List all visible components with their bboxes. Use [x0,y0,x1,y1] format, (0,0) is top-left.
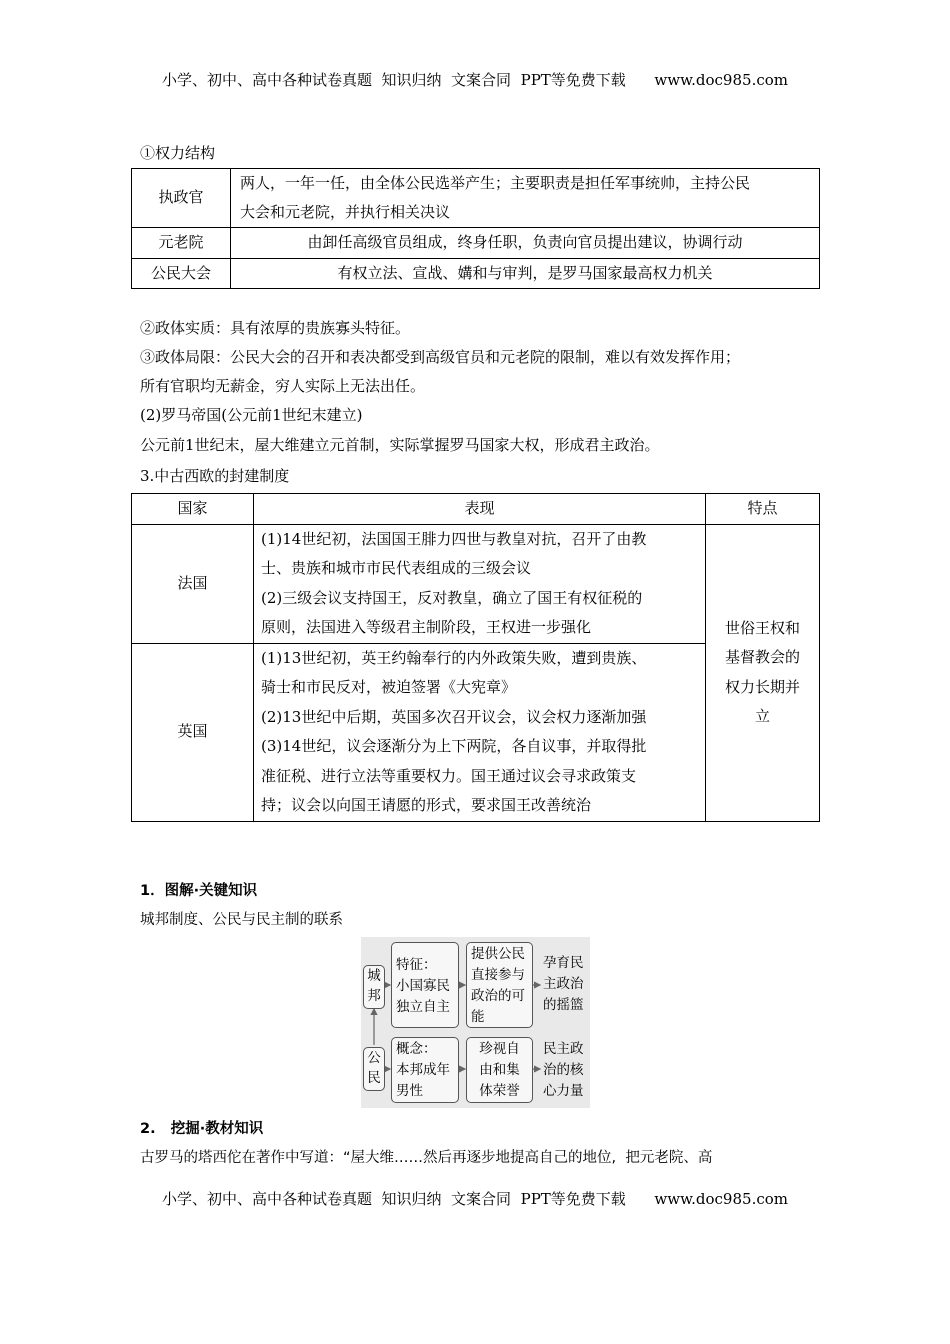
content-line: (2)13世纪中后期，英国多次召开议会，议会权力逐渐加强 [261,707,647,726]
content-line: 骑士和市民反对，被迫签署《大宪章》 [261,678,517,696]
box-line: 小国寡民 [396,978,450,994]
feature-line: 立 [754,707,770,725]
heading-textbook-knowledge: 2. 挖掘·教材知识 [140,1121,264,1137]
content-line: 持；议会以向国王请愿的形式，要求国王改善统治 [261,796,592,814]
content-line: (1)13世纪初，英王约翰奉行的内外政策失败，遭到贵族、 [261,648,647,667]
paragraph: 3.中古西欧的封建制度 [140,467,290,485]
country-label: 英国 [132,643,254,821]
table-row [132,258,820,289]
box-line: 独立自主 [396,999,450,1015]
paragraph: 所有官职均无薪金，穷人实际上无法出任。 [140,377,426,395]
feudal-system-table [131,493,820,822]
text-line: 主政治 [543,976,584,992]
box-line: 概念： [396,1041,437,1057]
table-header-row [132,494,820,525]
box-line: 男性 [396,1083,423,1099]
box-line: 能 [471,1009,485,1025]
page-footer: 小学、初中、高中各种试卷真题 知识归纳 文案合同 PPT等免费下载 www.doc985.com [161,1190,788,1208]
box-line: 提供公民 [471,946,525,962]
box-line: 特征： [396,957,437,973]
table-row [132,524,820,643]
tacitus-quote-line: 古罗马的塔西佗在著作中写道：“屋大维……然后再逐步地提高自己的地位, 把元老院、高 [140,1150,713,1166]
text-line: 心力量 [543,1083,584,1099]
text-line: 的摇篮 [543,997,584,1013]
england-content [254,643,706,821]
paragraph: (2)罗马帝国(公元前1世纪末建立) [140,406,363,424]
paragraph: ②政体实质：具有浓厚的贵族寡头特征。 [140,319,411,337]
text-line: 治的核 [543,1062,584,1078]
column-header: 表现 [254,494,706,525]
cherish-box [466,1037,533,1103]
box-line: 体荣誉 [479,1083,520,1099]
power-structure-title: ①权力结构 [140,144,216,162]
box-line: 民 [367,1070,381,1086]
content-line: 大会和元老院，并执行相关决议 [240,203,451,221]
chengbang-box [363,965,385,1009]
gongmin-box [363,1047,385,1091]
row-label: 元老院 [132,228,231,259]
page-header: 小学、初中、高中各种试卷真题 知识归纳 文案合同 PPT等免费下载 www.doc985.com [161,71,788,89]
paragraph: ③政体局限：公民大会的召开和表决都受到高级官员和元老院的限制，难以有效发挥作用； [140,348,741,366]
content-line: 两人，一年一任，由全体公民选举产生；主要职责是担任军事统帅，主持公民 [240,174,751,192]
text-line: 民主政 [543,1041,584,1057]
box-line: 本邦成年 [396,1062,450,1078]
content-line: (1)14世纪初，法国国王腓力四世与教皇对抗，召开了由教 [261,529,647,548]
provide-possibility-box [466,942,533,1028]
paragraph: 公元前1世纪末，屋大维建立元首制，实际掌握罗马国家大权，形成君主政治。 [140,436,660,454]
row-content [231,169,820,228]
table-row [132,228,820,259]
text-line: 孕育民 [543,955,584,971]
france-content [254,524,706,643]
feature-cell [706,524,820,821]
feature-line: 世俗王权和 [724,618,800,637]
content-line: 准征税、进行立法等重要权力。国王通过议会寻求政策支 [261,766,637,785]
row-label: 公民大会 [132,258,231,289]
box-line: 由和集 [479,1062,520,1078]
table-row [132,169,820,228]
core-force-text [543,1039,584,1102]
content-line: 原则，法国进入等级君主制阶段，王权进一步强化 [261,618,592,636]
relationship-diagram [361,937,590,1108]
content-line: (3)14世纪，议会逐渐分为上下两院，各自议事，并取得批 [261,737,647,755]
cradle-text [543,953,584,1016]
row-content: 由卸任高级官员组成，终身任职，负责向官员提出建议，协调行动 [231,228,820,259]
box-line: 政治的可 [471,988,525,1004]
country-label: 法国 [132,524,254,643]
box-line: 直接参与 [471,967,525,983]
box-line: 珍视自 [479,1041,520,1057]
row-content: 有权立法、宣战、媾和与审判，是罗马国家最高权力机关 [231,258,820,289]
power-structure-table [131,168,820,289]
heading-key-knowledge: 1．图解·关键知识 [140,883,258,899]
feature-line: 权力长期并 [724,677,800,696]
box-line: 公 [367,1050,381,1066]
column-header: 国家 [132,494,254,525]
feature-line: 基督教会的 [724,648,800,666]
box-line: 城 [367,968,381,984]
concept-box [391,1037,459,1103]
diagram-subheading: 城邦制度、公民与民主制的联系 [140,912,343,928]
feature-box [391,942,459,1028]
content-line: 士、贵族和城市市民代表组成的三级会议 [261,559,532,577]
row-label: 执政官 [132,169,231,228]
column-header: 特点 [706,494,820,525]
content-line: (2)三级会议支持国王，反对教皇，确立了国王有权征税的 [261,588,643,607]
box-line: 邦 [367,988,381,1004]
